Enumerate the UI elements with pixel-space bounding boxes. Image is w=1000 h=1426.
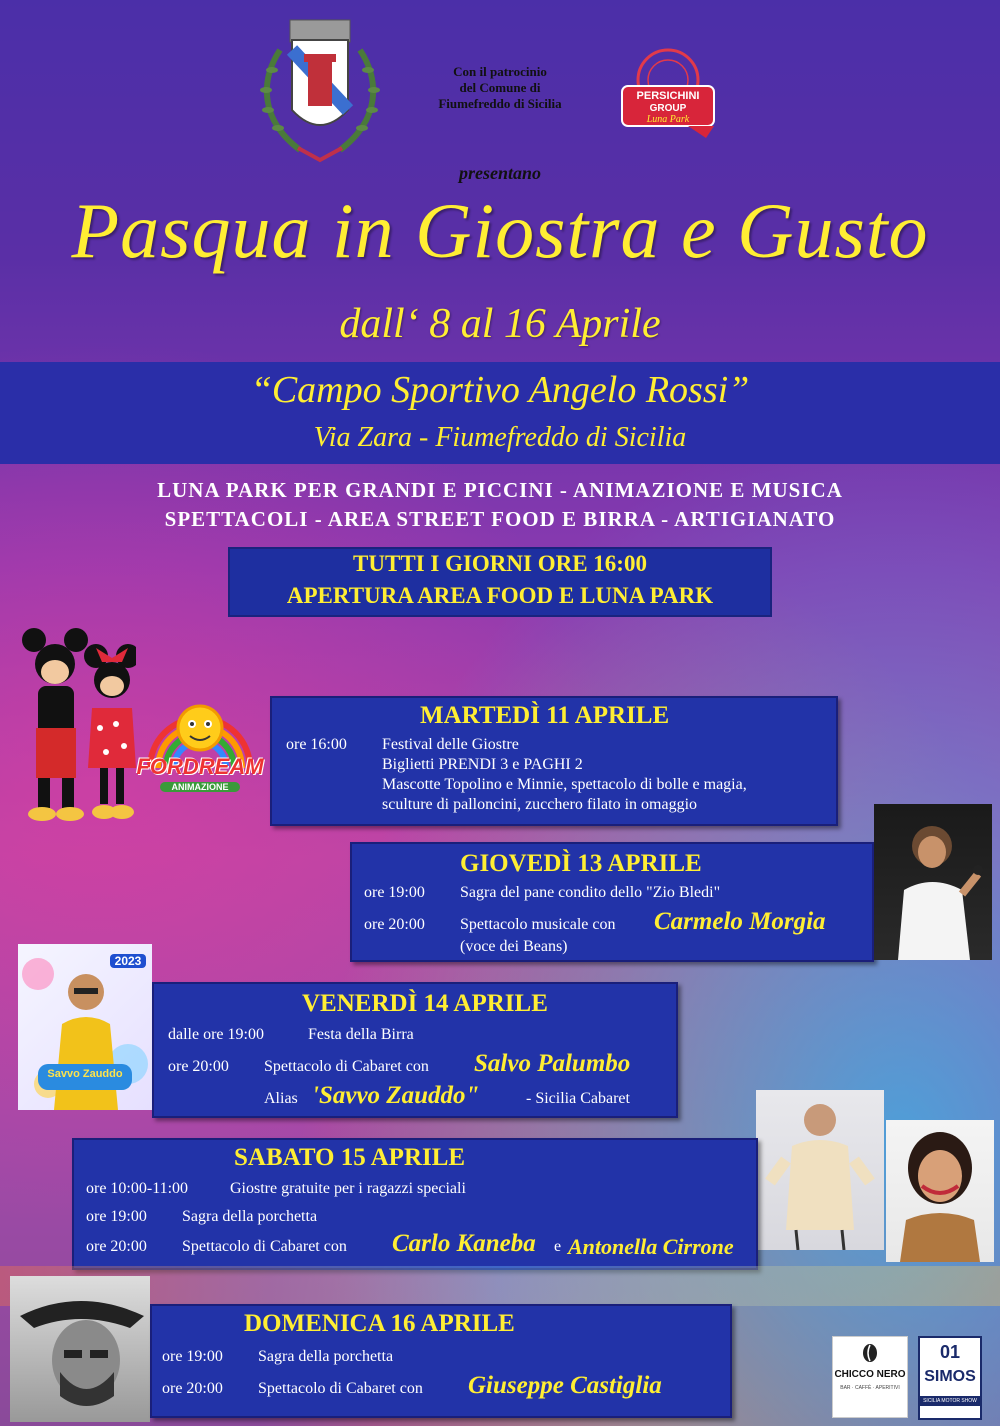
event-dates: dall‘ 8 al 16 Aprile	[339, 301, 661, 347]
event-line: Giostre gratuite per i ragazzi speciali	[230, 1180, 466, 1197]
patronage-line-1: Con il patrocinio	[453, 64, 547, 79]
event-line: Spettacolo di Cabaret con	[264, 1058, 429, 1075]
event-line: Biglietti PRENDI 3 e PAGHI 2	[382, 756, 583, 773]
event-time: ore 19:00	[162, 1348, 223, 1365]
event-note: (voce dei Beans)	[460, 938, 568, 955]
event-time: ore 19:00	[364, 884, 425, 901]
daily-line-1: TUTTI I GIORNI ORE 16:00	[353, 551, 647, 576]
chicco-nero-logo	[832, 1336, 908, 1418]
comedian-photo-1	[756, 1090, 884, 1250]
performer-name-2: Antonella Cirrone	[568, 1234, 734, 1259]
performer-name: Giuseppe Castiglia	[468, 1372, 662, 1399]
organizer-group: GROUP	[649, 103, 687, 114]
fordream-sub: ANIMAZIONE	[160, 782, 240, 792]
event-box-thursday	[350, 842, 874, 962]
event-day-tuesday: MARTEDÌ 11 APRILE	[420, 702, 670, 729]
carnival-background-strip	[0, 1266, 1000, 1306]
features-line-2: SPETTACOLI - AREA STREET FOOD E BIRRA - ARTIGIANATO	[164, 507, 836, 531]
fordream-name: FORDREAM	[136, 754, 264, 779]
features-line-1: LUNA PARK PER GRANDI E PICCINI - ANIMAZIONE E MUSICA	[157, 478, 843, 502]
venue-address: Via Zara - Fiumefreddo di Sicilia	[313, 422, 687, 453]
mickey-minnie-mascots-icon	[12, 628, 136, 824]
chicco-nero-name: CHICCO NERO	[834, 1369, 906, 1380]
event-time: ore 16:00	[286, 736, 347, 753]
event-time: ore 20:00	[86, 1238, 147, 1255]
fordream-logo	[130, 694, 270, 804]
singer-silhouette-icon	[874, 804, 992, 960]
organizer-name: PERSICHINI	[636, 90, 700, 102]
event-title: Pasqua in Giostra e Gusto	[71, 187, 929, 274]
poster-name: Savvo Zauddo	[47, 1068, 123, 1080]
presenting-text: presentano	[458, 163, 541, 183]
poster-year: 2023	[110, 954, 146, 968]
event-time: ore 10:00-11:00	[86, 1180, 189, 1197]
chicco-nero-sub: BAR · CAFFÈ · APERITIVI	[840, 1385, 900, 1391]
comedian-photo-2	[886, 1120, 994, 1262]
alias-prefix: Alias	[264, 1090, 298, 1107]
event-box-tuesday	[270, 696, 838, 826]
performer-name: Salvo Palumbo	[474, 1050, 631, 1077]
savvo-zauddo-poster	[18, 944, 152, 1110]
patronage-line-2: del Comune di	[459, 80, 541, 95]
simos-logo	[918, 1336, 982, 1420]
event-line: Sagra della porchetta	[182, 1208, 318, 1225]
event-line: Spettacolo di Cabaret con	[258, 1380, 423, 1397]
simos-number: 01	[939, 1342, 961, 1362]
patronage-line-3: Fiumefreddo di Sicilia	[438, 96, 562, 111]
event-time: ore 20:00	[364, 916, 425, 933]
man-in-hat-icon	[10, 1276, 150, 1422]
patronage-text	[420, 64, 580, 112]
event-line: Sagra della porchetta	[258, 1348, 394, 1365]
simos-name: SIMOS	[924, 1368, 976, 1385]
town-crest-icon	[250, 10, 390, 170]
man-seated-icon	[756, 1090, 884, 1250]
event-box-sunday	[150, 1304, 732, 1418]
event-box-saturday	[72, 1138, 758, 1270]
event-line: Sagra del pane condito dello "Zio Bledi"	[460, 884, 721, 901]
event-box-friday	[152, 982, 678, 1118]
event-conjunction: e	[554, 1238, 562, 1255]
performer-name: Carmelo Morgia	[654, 908, 826, 935]
coffee-bean-icon	[860, 1343, 880, 1363]
event-day-saturday: SABATO 15 APRILE	[234, 1144, 466, 1171]
daily-line-2: APERTURA AREA FOOD E LUNA PARK	[286, 583, 714, 608]
event-line: Spettacolo di Cabaret con	[182, 1238, 347, 1255]
event-day-friday: VENERDÌ 14 APRILE	[302, 990, 548, 1017]
comedian-illustration-icon	[18, 944, 152, 1110]
event-time: dalle ore 19:00	[168, 1026, 264, 1043]
event-time: ore 20:00	[168, 1058, 229, 1075]
event-day-sunday: DOMENICA 16 APRILE	[244, 1310, 515, 1337]
alias-suffix: - Sicilia Cabaret	[526, 1090, 630, 1107]
event-time: ore 20:00	[162, 1380, 223, 1397]
organizer-subtitle: Luna Park	[646, 114, 690, 125]
event-time: ore 19:00	[86, 1208, 147, 1225]
woman-portrait-icon	[886, 1120, 994, 1262]
event-line: Mascotte Topolino e Minnie, spettacolo di bolle e magia,	[382, 776, 747, 793]
event-line: Spettacolo musicale con	[460, 916, 616, 933]
performer-name: Carlo Kaneba	[392, 1230, 536, 1257]
event-line: sculture di palloncini, zucchero filato in omaggio	[382, 796, 698, 813]
singer-photo	[874, 804, 992, 960]
venue-name: “Campo Sportivo Angelo Rossi”	[250, 369, 750, 411]
persichini-group-logo	[618, 44, 718, 140]
event-day-thursday: GIOVEDÌ 13 APRILE	[460, 850, 702, 877]
simos-sub: SICILIA MOTOR SHOW	[920, 1396, 980, 1406]
event-line: Festival delle Giostre	[382, 736, 519, 753]
event-line: Festa della Birra	[308, 1026, 414, 1043]
performer-alias: 'Savvo Zauddo"	[312, 1082, 480, 1109]
giuseppe-castiglia-photo	[10, 1276, 150, 1422]
